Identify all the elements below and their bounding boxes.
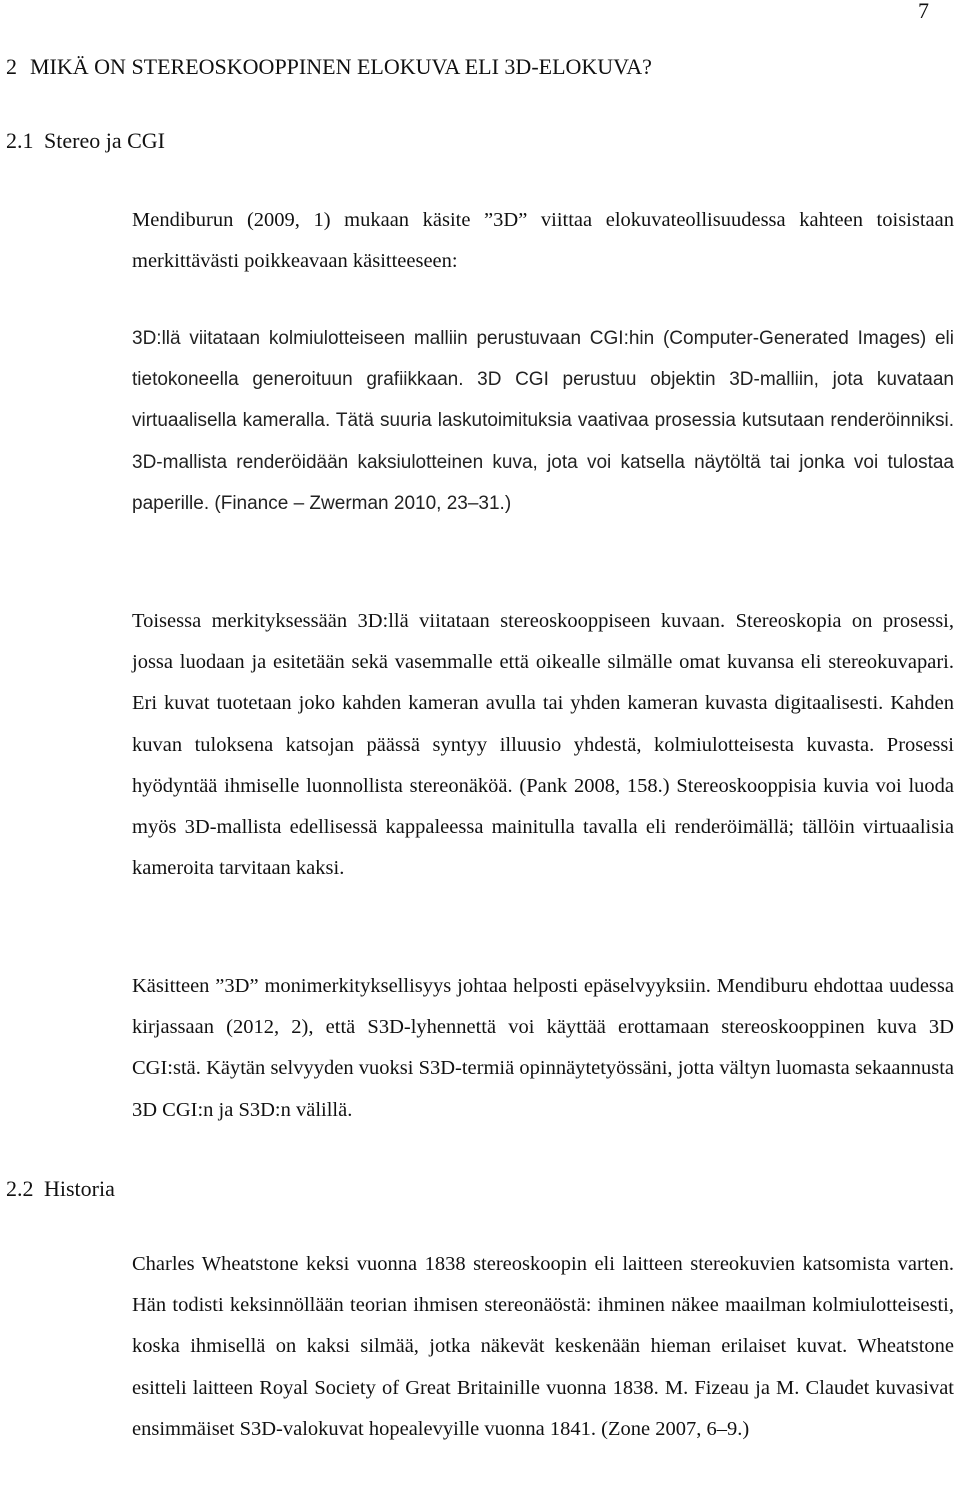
- paragraph-wheatstone-history: Charles Wheatstone keksi vuonna 1838 stereoskoopin eli laitteen stereokuvien katsomista varten. Hän todisti keksinnöllään teorian ihmisen stereonäöstä: ihminen näkee maailman kolmiulotteisesti, koska ihmisellä on kaksi silmää, jotka näkevät keskenään hieman erilaiset kuvat. Wheatstone esitteli laitteen Royal Society of Great Britainille vuonna 1838. M. Fizeau ja M. Claudet kuvasivat ensimmäiset S3D-valokuvat hopealevyille vuonna 1841. (Zone 2007, 6–9.): [132, 1253, 954, 1440]
- paragraph-stereoscopy-definition: Toisessa merkityksessään 3D:llä viitataan stereoskooppiseen kuvaan. Stereoskopia on prosessi, jossa luodaan ja esitetään sekä vasemmalle että oikealle silmälle omat kuvansa eli stereokuvapari. Eri kuvat tuotetaan joko kahden kameran avulla tai yhden kameran kuvasta digitaalisesti. Kahden kuvan tuloksena katsojan päässä syntyy illuusio yhdestä, kolmiulotteisesta kuvasta. Prosessi hyödyntää ihmiselle luonnollista stereonäköä. (Pank 2008, 158.) Stereoskooppisia kuvia voi luoda myös 3D-mallista edellisessä kappaleessa mainitulla tavalla eli renderöimällä; tällöin virtuaalisia kameroita tarvitaan kaksi.: [132, 610, 954, 880]
- paragraph-mendiburu-intro: Mendiburun (2009, 1) mukaan käsite ”3D” viittaa elokuvateollisuudessa kahteen toisistaan merkittävästi poikkeavaan käsitteeseen:: [132, 209, 954, 273]
- chapter-title: MIKÄ ON STEREOSKOOPPINEN ELOKUVA ELI 3D-ELOKUVA?: [30, 54, 652, 79]
- section-number: 2.2: [6, 1176, 34, 1201]
- section-heading-historia: [6, 1174, 115, 1204]
- chapter-heading: [6, 52, 652, 82]
- page-number: 7: [918, 0, 929, 23]
- section-title: Stereo ja CGI: [44, 128, 165, 153]
- paragraph-3d-cgi-definition: 3D:llä viitataan kolmiulotteiseen malliin perustuvaan CGI:hin (Computer-Generated Images) eli tietokoneella generoituun grafiikkaan. 3D CGI perustuu objektin 3D-malliin, jota kuvataan virtuaalisella kameralla. Tätä suuria laskutoimituksia vaativaa prosessia kutsutaan renderöinniksi. 3D-mallista renderöidään kaksiulotteinen kuva, jota voi katsella näytöltä tai jonka voi tulostaa paperille. (Finance – Zwerman 2010, 23–31.): [132, 328, 954, 514]
- paragraph-s3d-term: Käsitteen ”3D” monimerkityksellisyys johtaa helposti epäselvyyksiin. Mendiburu ehdottaa uudessa kirjassaan (2012, 2), että S3D-lyhennettä voi käyttää erottamaan stereoskooppinen kuva 3D CGI:stä. Käytän selvyyden vuoksi S3D-termiä opinnäytetyössäni, jotta vältyn luomasta sekaannusta 3D CGI:n ja S3D:n välillä.: [132, 975, 954, 1121]
- section-number: 2.1: [6, 128, 34, 153]
- chapter-number: 2: [6, 54, 17, 79]
- section-title: Historia: [44, 1176, 115, 1201]
- section-heading-stereo-ja-cgi: [6, 126, 165, 156]
